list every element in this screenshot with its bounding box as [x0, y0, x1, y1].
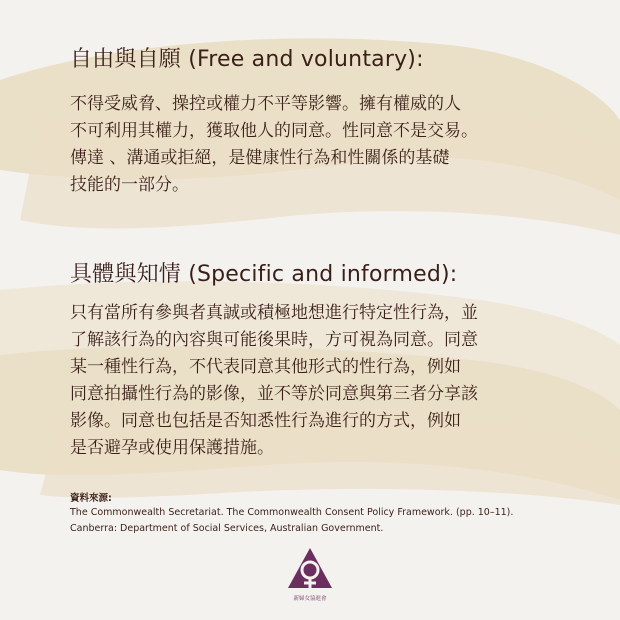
source-label: 資料來源: — [70, 493, 112, 504]
triangle-female-symbol-logo-icon — [286, 546, 334, 596]
body-line: 技能的一部分。 — [70, 175, 189, 195]
body-line: 了解該行為的內容與可能後果時，方可視為同意。同意 — [70, 330, 478, 350]
body-line: 某一種性行為，不代表同意其他形式的性行為，例如 — [70, 357, 461, 377]
body-line: 不可利用其權力，獲取他人的同意。性同意不是交易。 — [70, 121, 478, 141]
source-citation-line: The Commonwealth Secretariat. The Commonwealth Consent Policy Framework. (pp. 10–11). — [70, 507, 514, 518]
body-line: 只有當所有參與者真誠或積極地想進行特定性行為，並 — [70, 303, 478, 323]
section-title-free-voluntary: 自由與自願 (Free and voluntary): — [70, 47, 424, 72]
body-line: 傳達 、溝通或拒絕，是健康性行為和性關係的基礎 — [70, 148, 450, 168]
body-line: 同意拍攝性行為的影像，並不等於同意與第三者分享該 — [70, 384, 478, 404]
body-line: 是否避孕或使用保護措施。 — [70, 438, 274, 458]
body-line: 不得受威脅、操控或權力不平等影響。擁有權威的人 — [70, 94, 461, 114]
section-body-specific-informed — [70, 300, 560, 462]
section-body-free-voluntary — [70, 91, 560, 199]
logo-caption: 新婦女協進會 — [293, 596, 327, 602]
body-line: 影像。同意也包括是否知悉性行為進行的方式，例如 — [70, 411, 461, 431]
section-title-specific-informed: 具體與知情 (Specific and informed): — [70, 262, 458, 287]
source-citation-line: Canberra: Department of Social Services, Australian Government. — [70, 523, 384, 534]
